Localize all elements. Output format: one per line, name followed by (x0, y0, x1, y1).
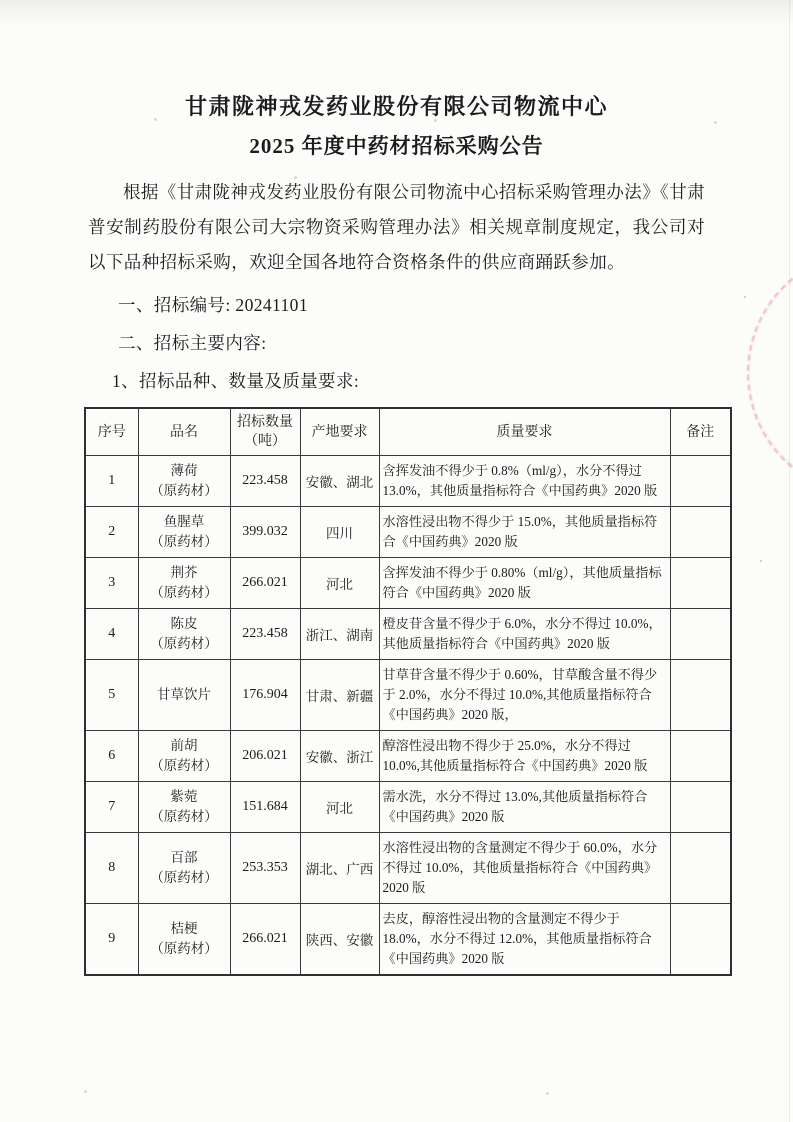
table-row (85, 507, 731, 558)
scan-speck (714, 121, 717, 124)
origin-cell: 陕西、安徽 (300, 904, 379, 976)
seq-cell: 3 (85, 558, 138, 609)
quantity-cell: 266.021 (230, 558, 300, 609)
product-name-cell (138, 507, 230, 558)
product-name-cell (138, 833, 230, 904)
header-product-name: 品名 (138, 408, 230, 456)
quality-cell: 含挥发油不得少于 0.8%（ml/g），水分不得过 13.0%，其他质量指标符合《中国药典》2020 版 (379, 456, 670, 507)
table-row (85, 609, 731, 660)
section-main-content: 二、招标主要内容: (118, 333, 267, 353)
product-name-suffix: （原药材） (150, 758, 218, 773)
quality-cell: 甘草苷含量不得少于 0.60%，甘草酸含量不得少于 2.0%，水分不得过 10.0%,其他质量指标符合《中国药典》2020 版， (379, 660, 670, 731)
note-cell (670, 507, 731, 558)
product-name-suffix: （原药材） (150, 585, 218, 600)
seq-cell: 4 (85, 609, 138, 660)
seq-cell: 7 (85, 782, 138, 833)
seq-cell: 9 (85, 904, 138, 976)
seal-speck (760, 560, 762, 562)
note-cell (670, 904, 731, 976)
quantity-cell: 151.684 (230, 782, 300, 833)
product-name: 荆芥 (170, 565, 198, 580)
header-note: 备注 (670, 408, 731, 456)
seq-cell: 2 (85, 507, 138, 558)
quantity-cell: 176.904 (230, 660, 300, 731)
quantity-cell: 266.021 (230, 904, 300, 976)
note-cell (670, 609, 731, 660)
seq-cell: 1 (85, 456, 138, 507)
header-seq: 序号 (85, 408, 138, 456)
quantity-cell: 399.032 (230, 507, 300, 558)
product-name: 甘草饮片 (157, 687, 211, 702)
quantity-cell: 223.458 (230, 456, 300, 507)
origin-cell: 湖北、广西 (300, 833, 379, 904)
product-name-suffix: （原药材） (150, 534, 218, 549)
header-quality: 质量要求 (379, 408, 670, 456)
red-seal-stamp-fragment (747, 250, 793, 496)
header-quantity-line1: 招标数量 (237, 415, 293, 430)
table-row (85, 782, 731, 833)
quantity-cell: 206.021 (230, 731, 300, 782)
section-items-heading: 1、招标品种、数量及质量要求: (112, 371, 360, 391)
note-cell (670, 833, 731, 904)
header-quantity-line2: （吨） (244, 434, 286, 449)
quality-cell: 橙皮苷含量不得少于 6.0%，水分不得过 10.0%，其他质量指标符合《中国药典》2020 版 (379, 609, 670, 660)
product-name-suffix: （原药材） (150, 809, 218, 824)
origin-cell: 四川 (300, 507, 379, 558)
table-row (85, 558, 731, 609)
product-name: 前胡 (170, 738, 198, 753)
table-row (85, 904, 731, 976)
product-name-cell (138, 782, 230, 833)
note-cell (670, 782, 731, 833)
quantity-cell: 253.353 (230, 833, 300, 904)
quality-cell: 需水洗，水分不得过 13.0%,其他质量指标符合《中国药典》2020 版 (379, 782, 670, 833)
product-name-cell (138, 660, 230, 731)
product-name: 紫菀 (170, 789, 198, 804)
scan-speck (546, 1092, 549, 1095)
quantity-cell: 223.458 (230, 609, 300, 660)
product-name-cell (138, 609, 230, 660)
origin-cell: 安徽、湖北 (300, 456, 379, 507)
product-name: 薄荷 (170, 463, 198, 478)
product-name: 鱼腥草 (163, 514, 205, 529)
origin-cell: 浙江、湖南 (300, 609, 379, 660)
section-bid-number: 一、招标编号: 20241101 (118, 295, 308, 315)
origin-cell: 甘肃、新疆 (300, 660, 379, 731)
product-name-cell (138, 904, 230, 976)
product-name-cell (138, 456, 230, 507)
product-name-suffix: （原药材） (150, 636, 218, 651)
table-row (85, 660, 731, 731)
quality-cell: 去皮，醇溶性浸出物的含量测定不得少于 18.0%，水分不得过 12.0%，其他质量指标符合《中国药典》2020 版 (379, 904, 670, 976)
product-name: 陈皮 (170, 616, 198, 631)
table-row (85, 731, 731, 782)
product-name-suffix: （原药材） (150, 870, 218, 885)
seq-cell: 8 (85, 833, 138, 904)
product-name-cell (138, 731, 230, 782)
quality-cell: 水溶性浸出物不得少于 15.0%，其他质量指标符合《中国药典》2020 版 (379, 507, 670, 558)
doc-title-line1: 甘肃陇神戎发药业股份有限公司物流中心 (184, 94, 608, 119)
bid-table-body (85, 456, 731, 976)
quality-cell: 醇溶性浸出物不得少于 25.0%，水分不得过 10.0%,其他质量指标符合《中国药典》2020 版 (379, 731, 670, 782)
note-cell (670, 558, 731, 609)
product-name-suffix: （原药材） (150, 483, 218, 498)
seq-cell: 6 (85, 731, 138, 782)
quality-cell: 水溶性浸出物的含量测定不得少于 60.0%，水分不得过 10.0%，其他质量指标符合《中国药典》2020 版 (379, 833, 670, 904)
product-name: 桔梗 (170, 921, 198, 936)
product-name: 百部 (170, 850, 198, 865)
origin-cell: 河北 (300, 782, 379, 833)
intro-paragraph: 根据《甘肃陇神戎发药业股份有限公司物流中心招标采购管理办法》《甘肃普安制药股份有限公司大宗物资采购管理办法》相关规章制度规定，我公司对以下品种招标采购，欢迎全国各地符合资格条件的供应商踊跃参加。 (88, 182, 705, 272)
bid-items-table (84, 407, 732, 976)
origin-cell: 河北 (300, 558, 379, 609)
quality-cell: 含挥发油不得少于 0.80%（ml/g），其他质量指标符合《中国药典》2020 版 (379, 558, 670, 609)
table-header-row (85, 408, 731, 456)
note-cell (670, 731, 731, 782)
seal-speck (744, 296, 746, 298)
doc-title-line2: 2025 年度中药材招标采购公告 (249, 134, 544, 158)
product-name-suffix: （原药材） (150, 941, 218, 956)
table-row (85, 456, 731, 507)
table-row (85, 833, 731, 904)
scan-speck (84, 1090, 87, 1093)
origin-cell: 安徽、浙江 (300, 731, 379, 782)
note-cell (670, 456, 731, 507)
note-cell (670, 660, 731, 731)
header-quantity (230, 408, 300, 456)
seq-cell: 5 (85, 660, 138, 731)
header-origin: 产地要求 (300, 408, 379, 456)
product-name-cell (138, 558, 230, 609)
